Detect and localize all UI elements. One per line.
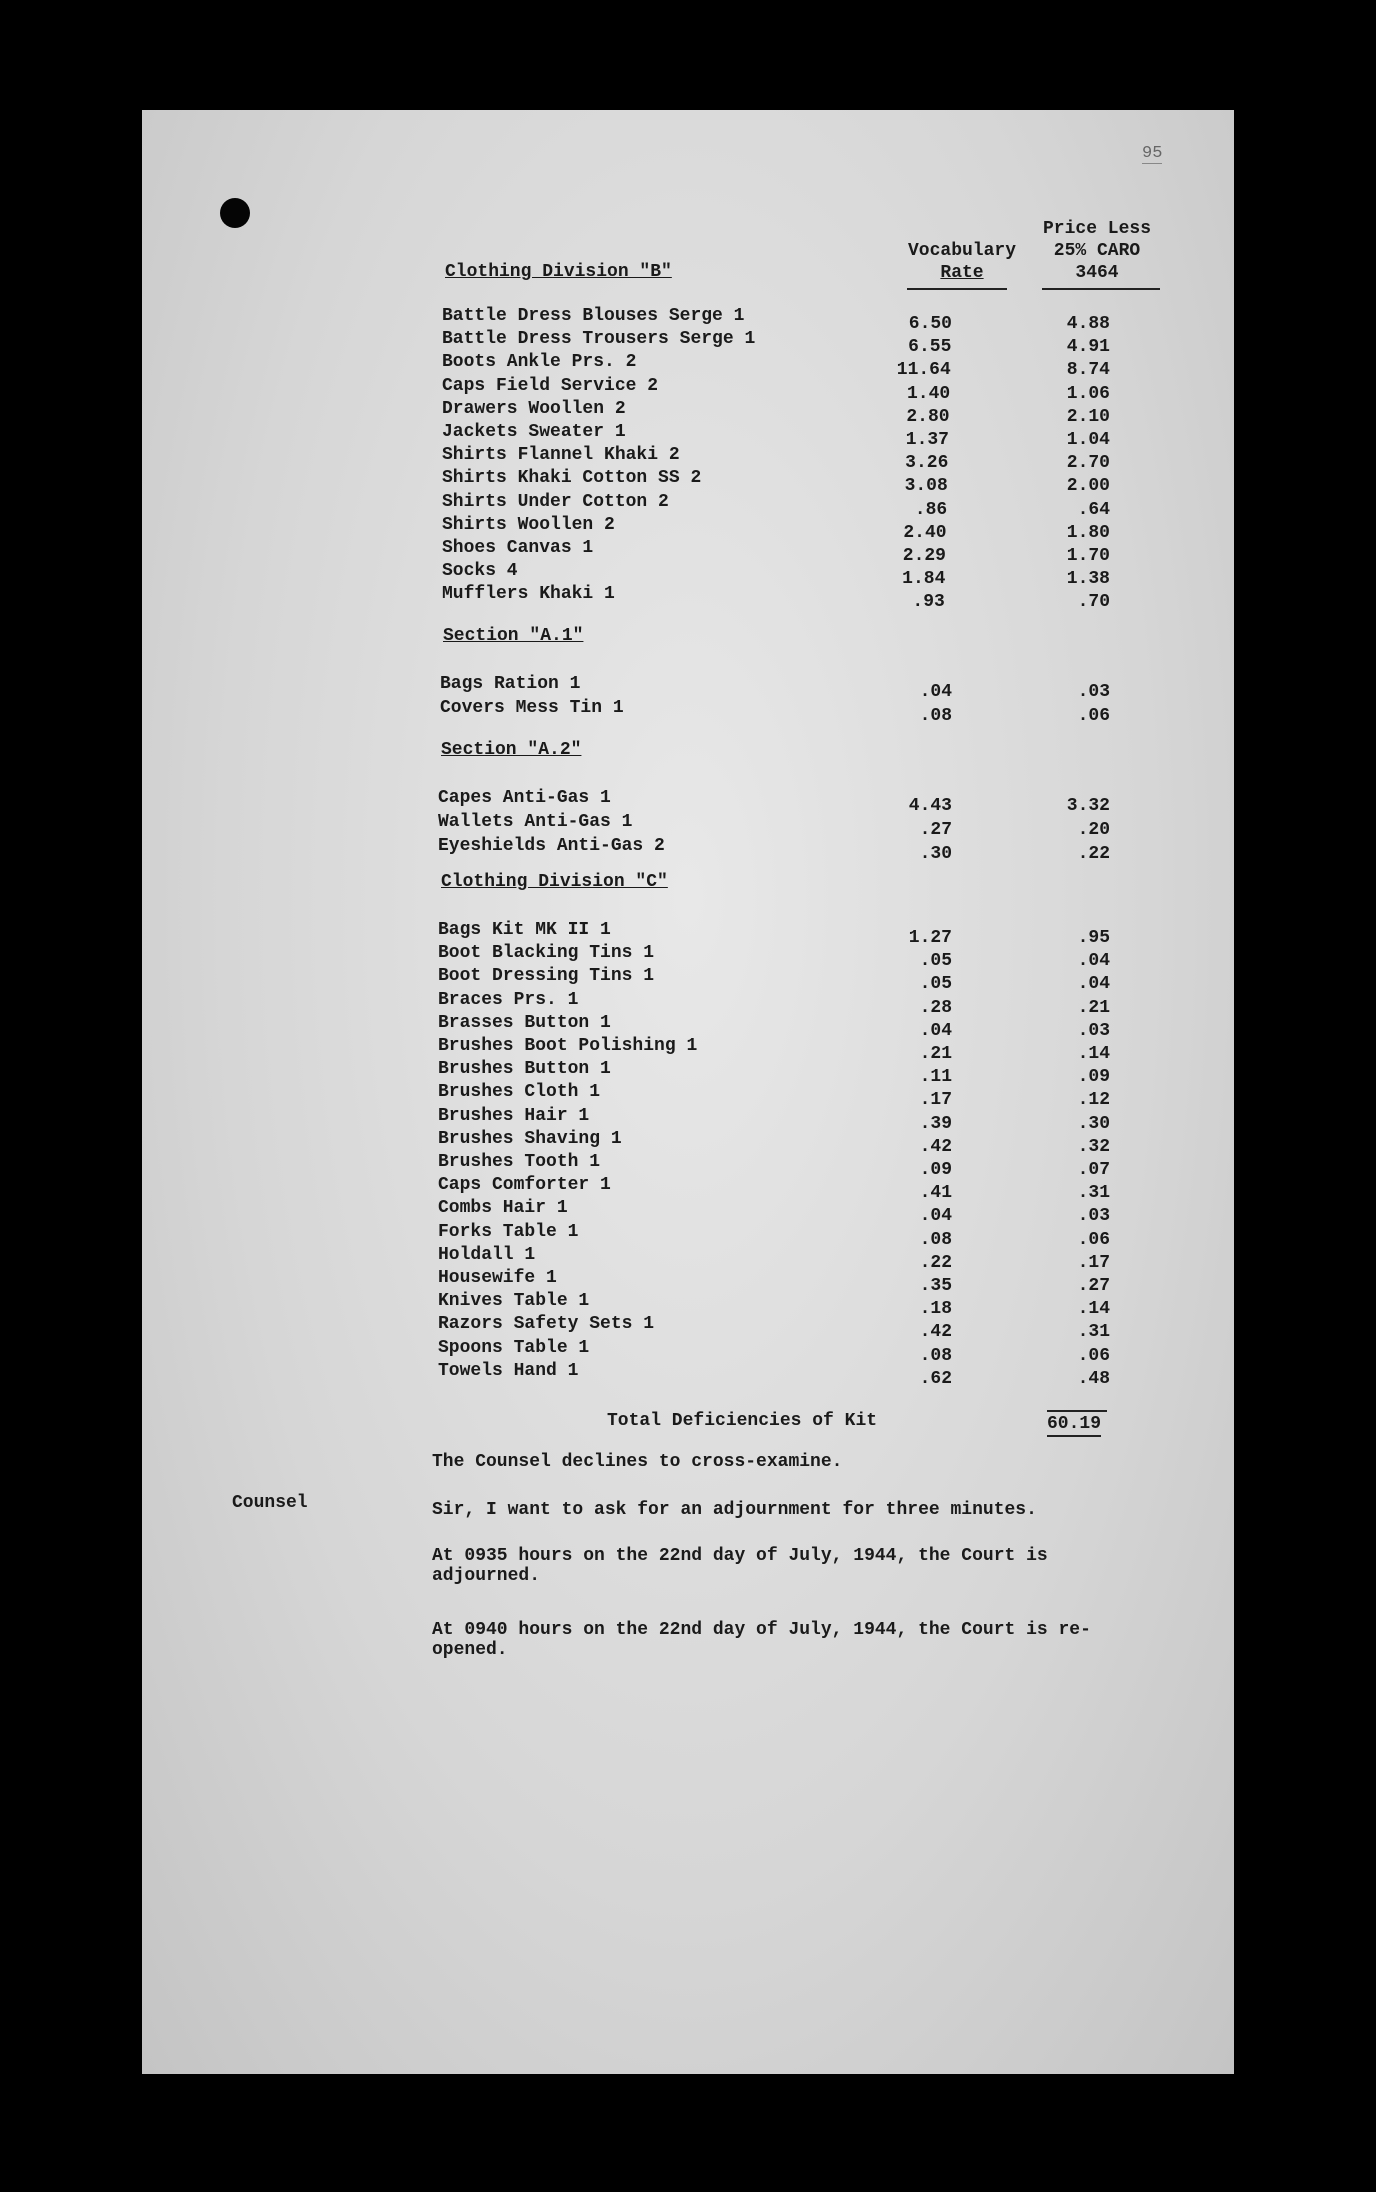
paragraph-cross-examine: The Counsel declines to cross-examine.: [432, 1452, 843, 1472]
item-rate: .04: [919, 1206, 952, 1227]
item-name: Shirts Woollen 2: [442, 514, 615, 535]
page-number: 95: [1142, 144, 1163, 163]
header-price-rule: [1042, 288, 1160, 290]
item-price: .31: [1077, 1322, 1110, 1343]
item-name: Shirts Under Cotton 2: [442, 491, 669, 512]
item-name: Brushes Shaving 1: [438, 1128, 622, 1149]
item-name: Housewife 1: [438, 1268, 557, 1288]
item-name: Forks Table 1: [438, 1221, 579, 1242]
document-page: [142, 110, 1234, 2074]
item-price: 1.06: [1066, 383, 1110, 404]
item-name: Knives Table 1: [438, 1291, 590, 1312]
paragraph-court-adjourned: At 0935 hours on the 22nd day of July, 1944, the Court is adjourned.: [432, 1546, 1048, 1586]
section-title: Section "A.1": [443, 626, 584, 646]
item-price: .22: [1077, 844, 1110, 864]
paragraph-court-reopened: At 0940 hours on the 22nd day of July, 1944, the Court is re-opened.: [432, 1620, 1091, 1660]
item-name: Brushes Button 1: [438, 1059, 611, 1080]
item-name: Boot Blacking Tins 1: [438, 943, 655, 964]
item-rate: 3.26: [905, 453, 949, 474]
item-rate: .09: [919, 1160, 952, 1180]
item-name: Socks 4: [442, 561, 518, 582]
item-price: 3.32: [1066, 796, 1110, 816]
item-rate: .28: [919, 997, 952, 1018]
item-price: .70: [1077, 592, 1110, 613]
item-rate: .62: [919, 1368, 952, 1389]
punch-hole: [220, 198, 250, 228]
item-name: Brushes Tooth 1: [438, 1152, 601, 1172]
item-name: Wallets Anti-Gas 1: [438, 812, 633, 832]
item-price: .95: [1077, 928, 1110, 948]
item-price: .06: [1077, 1229, 1110, 1250]
item-rate: 2.80: [906, 406, 950, 427]
item-name: Battle Dress Trousers Serge 1: [442, 329, 756, 350]
item-rate: .86: [914, 499, 948, 520]
item-rate: .39: [919, 1113, 952, 1134]
item-name: Bags Kit MK II 1: [438, 920, 611, 940]
item-name: Shirts Flannel Khaki 2: [442, 445, 680, 466]
item-rate: .05: [919, 974, 952, 995]
item-price: 4.88: [1066, 314, 1110, 334]
item-rate: 1.37: [905, 430, 949, 450]
header-rate-line1: Vocabulary: [907, 241, 1017, 261]
item-price: 8.74: [1066, 360, 1110, 381]
item-price: .07: [1077, 1160, 1110, 1180]
item-rate: 2.29: [902, 546, 946, 566]
item-price: .03: [1077, 1020, 1110, 1041]
section-title: Section "A.2": [441, 740, 582, 760]
speaker-label: Counsel: [232, 1493, 308, 1513]
item-rate: .21: [919, 1044, 952, 1064]
item-rate: .04: [919, 1020, 952, 1041]
header-rate-line2: Rate: [940, 263, 984, 283]
item-rate: .08: [919, 1345, 952, 1366]
item-rate: .93: [912, 592, 945, 613]
item-price: .12: [1077, 1090, 1110, 1111]
item-price: 2.10: [1066, 406, 1110, 427]
item-rate: .35: [919, 1276, 952, 1296]
item-rate: .22: [919, 1252, 952, 1273]
item-name: Braces Prs. 1: [438, 989, 579, 1010]
item-price: .32: [1077, 1136, 1110, 1157]
item-rate: .18: [919, 1299, 952, 1320]
item-rate: 1.40: [906, 383, 951, 404]
item-rate: 1.27: [908, 928, 952, 948]
item-rate: .17: [919, 1090, 952, 1111]
item-name: Towels Hand 1: [438, 1360, 579, 1381]
item-rate: 6.55: [908, 337, 952, 358]
item-name: Razors Safety Sets 1: [438, 1314, 655, 1335]
item-name: Brushes Cloth 1: [438, 1082, 601, 1103]
item-price: .31: [1077, 1183, 1110, 1204]
item-name: Boots Ankle Prs. 2: [442, 352, 637, 373]
header-rate: [902, 240, 1022, 284]
item-price: .48: [1077, 1368, 1110, 1389]
item-price: .09: [1077, 1067, 1110, 1088]
item-name: Mufflers Khaki 1: [442, 584, 615, 605]
item-rate: .08: [919, 1229, 952, 1250]
item-rate: .05: [919, 951, 952, 972]
item-price: .20: [1077, 820, 1110, 840]
item-price: .04: [1077, 974, 1110, 995]
item-name: Capes Anti-Gas 1: [438, 788, 611, 808]
item-rate: .04: [919, 682, 952, 702]
header-price-line1: Price Less: [1042, 219, 1152, 239]
item-price: 1.04: [1066, 430, 1110, 450]
item-name: Brushes Boot Polishing 1: [438, 1036, 698, 1056]
item-name: Brushes Hair 1: [438, 1105, 590, 1126]
section-title: Clothing Division "C": [441, 872, 668, 892]
item-name: Caps Field Service 2: [442, 375, 659, 396]
item-price: .17: [1077, 1252, 1110, 1273]
item-price: 2.70: [1066, 453, 1110, 474]
item-name: Shirts Khaki Cotton SS 2: [442, 468, 702, 489]
item-price: .06: [1077, 1345, 1110, 1366]
item-name: Combs Hair 1: [438, 1198, 568, 1219]
item-price: .64: [1077, 499, 1110, 520]
item-name: Shoes Canvas 1: [442, 538, 594, 558]
section-title: Clothing Division "B": [445, 262, 672, 282]
item-rate: 6.50: [908, 314, 952, 334]
item-name: Battle Dress Blouses Serge 1: [442, 306, 745, 326]
item-price: .14: [1077, 1299, 1110, 1320]
item-price: 1.80: [1066, 522, 1110, 543]
item-name: Bags Ration 1: [440, 674, 581, 694]
item-price: .03: [1077, 1206, 1110, 1227]
item-price: 1.70: [1066, 546, 1110, 566]
item-rate: 4.43: [908, 796, 952, 816]
total-value: 60.19: [1047, 1413, 1101, 1437]
item-rate: .27: [919, 820, 952, 840]
header-price: [1032, 218, 1162, 284]
total-label: Total Deficiencies of Kit: [607, 1411, 878, 1431]
item-rate: .42: [919, 1322, 952, 1343]
item-name: Boot Dressing Tins 1: [438, 966, 655, 987]
header-price-line3: 3464: [1075, 263, 1119, 283]
item-rate: .08: [919, 706, 952, 726]
item-name: Jackets Sweater 1: [442, 422, 626, 442]
item-price: .30: [1077, 1113, 1110, 1134]
item-price: .06: [1077, 706, 1110, 726]
item-name: Holdall 1: [438, 1244, 536, 1265]
total-rule: [1047, 1410, 1107, 1412]
header-price-line2: 25% CARO: [1053, 241, 1141, 261]
item-rate: .30: [919, 844, 952, 864]
item-rate: 2.40: [903, 522, 947, 543]
item-price: .21: [1077, 997, 1110, 1018]
item-rate: .41: [919, 1183, 952, 1204]
header-rate-rule: [907, 288, 1007, 290]
item-rate: 1.84: [902, 569, 946, 590]
item-price: 4.91: [1066, 337, 1110, 358]
item-name: Drawers Woollen 2: [442, 398, 626, 419]
item-rate: .11: [919, 1067, 952, 1088]
item-rate: 11.64: [896, 360, 951, 381]
item-rate: 3.08: [904, 476, 948, 497]
item-price: .03: [1077, 682, 1110, 702]
item-name: Covers Mess Tin 1: [440, 698, 624, 718]
item-price: .14: [1077, 1044, 1110, 1064]
paragraph-adjournment-request: Sir, I want to ask for an adjournment for three minutes.: [432, 1500, 1037, 1520]
item-price: 2.00: [1066, 476, 1110, 497]
item-price: .04: [1077, 951, 1110, 972]
item-name: Eyeshields Anti-Gas 2: [438, 836, 665, 856]
item-price: 1.38: [1066, 569, 1110, 590]
item-name: Spoons Table 1: [438, 1337, 590, 1358]
item-name: Brasses Button 1: [438, 1012, 611, 1033]
item-rate: .42: [919, 1136, 952, 1157]
item-price: .27: [1077, 1276, 1110, 1296]
item-name: Caps Comforter 1: [438, 1175, 611, 1196]
